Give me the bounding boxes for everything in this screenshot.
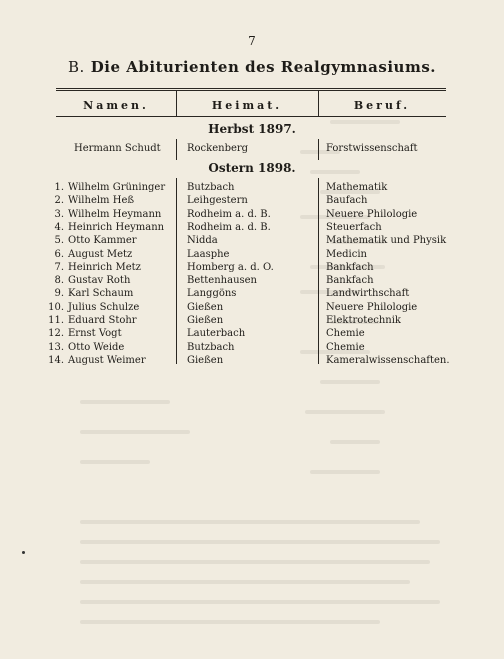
row-profession: Landwirthschaft [326,288,410,300]
row-number: 6. [54,248,64,260]
row-profession: Mathematik und Physik [326,235,447,247]
row-number: 7. [54,261,64,273]
row-name: Ernst Vogt [68,328,122,340]
page-number: 7 [248,34,256,48]
row-profession: Medicin [326,248,367,260]
bleed-stroke [330,440,380,444]
title-text: Die Abiturienten des Realgymnasiums. [90,58,436,76]
row-number: 2. [54,195,64,207]
row-home: Laasphe [187,248,230,260]
ink-speck [22,551,25,554]
bleed-stroke [320,380,380,384]
row-name: Wilhelm Grüninger [68,182,166,193]
row-number: 13. [48,341,64,353]
table-row [0,353,504,368]
row-profession: Baufach [326,195,368,207]
row-home: Bettenhausen [187,275,257,287]
title-letter: B. [68,58,85,76]
row-profession: Chemie [326,328,365,340]
bleed-stroke [80,620,380,624]
row-name: Julius Schulze [68,301,140,313]
row-profession: Bankfach [326,275,374,287]
row-home: Butzbach [187,341,235,353]
row-home: Rockenberg [187,143,249,154]
table-top-rule [56,88,446,91]
bleed-stroke [80,580,410,584]
bleed-stroke [80,430,190,434]
header-profession: Beruf. [353,99,411,112]
row-home: Rodheim a. d. B. [187,221,271,233]
header-name: Namen. [83,99,149,112]
row-number: 14. [48,354,64,366]
row-name: Karl Schaum [68,288,134,300]
bleed-stroke [80,460,150,464]
bleed-stroke [80,540,440,544]
bleed-stroke [80,520,420,524]
row-name: Heinrich Metz [68,261,141,273]
row-home: Homberg a. d. O. [187,261,274,273]
row-name: August Metz [68,248,133,260]
row-number: 12. [48,328,64,340]
row-profession: Chemie [326,341,365,353]
row-home: Langgöns [187,288,237,300]
bleed-stroke [80,400,170,404]
bleed-stroke [305,410,385,414]
row-name: Otto Kammer [68,235,137,247]
row-name: Gustav Roth [68,275,131,287]
row-name: Heinrich Heymann [68,221,165,233]
row-name: Wilhelm Heymann [68,208,162,220]
row-number: 1. [54,182,64,193]
row-name: Eduard Stohr [68,315,137,326]
section-heading: Herbst 1897. [208,122,296,136]
row-profession: Neuere Philologie [326,301,418,313]
row-profession: Neuere Philologie [326,208,418,220]
row-number: 10. [48,301,64,313]
row-profession: Forstwissenschaft [326,143,418,154]
header-bottom-rule [56,116,446,117]
row-number: 3. [54,208,64,220]
bleed-stroke [80,560,430,564]
bleed-stroke [80,600,440,604]
header-home: Heimat. [211,99,283,112]
row-profession: Elektrotechnik [326,315,401,326]
table-row [0,141,504,156]
bleed-stroke [310,470,380,474]
row-profession: Steuerfach [326,221,382,233]
row-name: Wilhelm Heß [68,195,135,207]
row-number: 9. [54,288,64,300]
page-title [0,58,504,76]
row-home: Butzbach [187,182,235,193]
row-number: 8. [54,275,64,287]
row-home: Lauterbach [187,328,246,340]
row-name: August Weimer [68,354,146,366]
row-profession: Mathematik [326,182,388,193]
row-home: Gießen [187,301,224,313]
row-home: Nidda [187,235,218,247]
row-profession: Bankfach [326,261,374,273]
row-home: Gießen [187,354,224,366]
row-home: Rodheim a. d. B. [187,208,271,220]
row-number: 11. [48,315,64,326]
row-name: Hermann Schudt [74,143,161,154]
row-profession: Kameralwissenschaften. [326,354,450,366]
section-heading: Ostern 1898. [208,161,296,175]
row-name: Otto Weide [68,341,125,353]
row-home: Leihgestern [187,195,248,207]
row-number: 5. [54,235,64,247]
row-number: 4. [54,221,64,233]
row-home: Gießen [187,315,224,326]
